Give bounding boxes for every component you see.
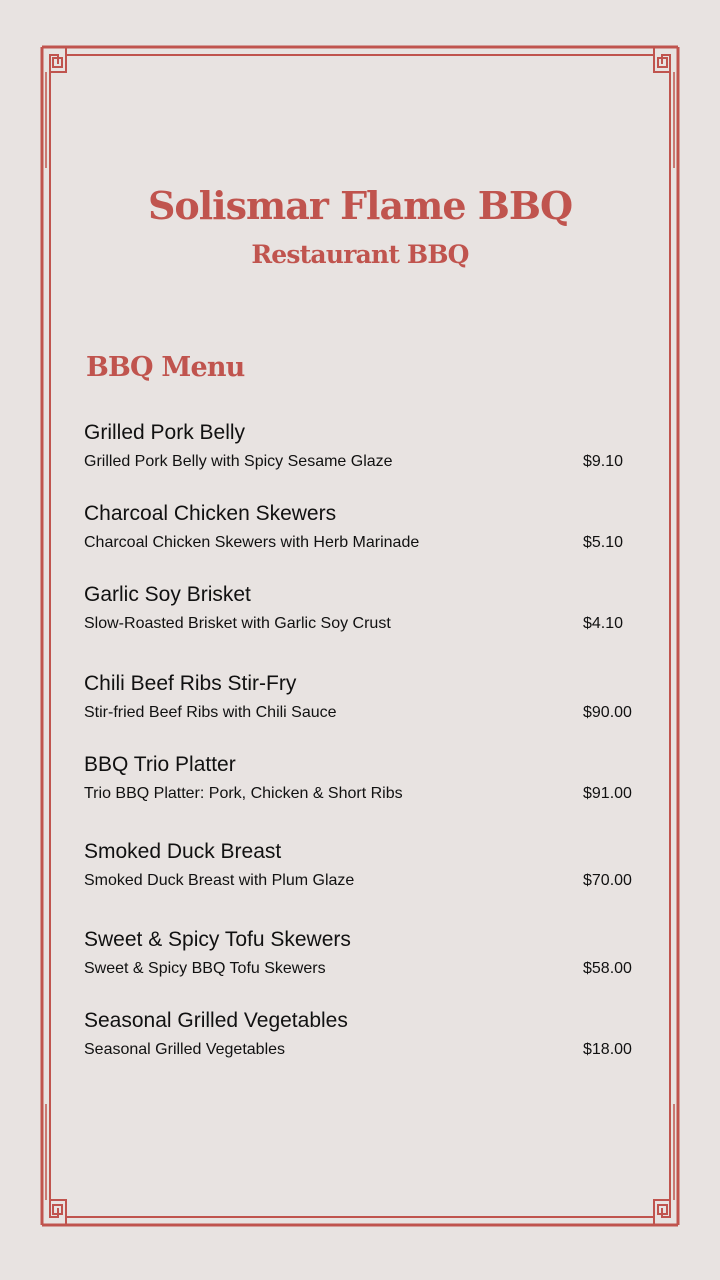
menu-item-description: Smoked Duck Breast with Plum Glaze bbox=[84, 872, 355, 889]
restaurant-subtitle: Restaurant BBQ bbox=[251, 240, 469, 269]
menu-item-price: $18.00 bbox=[583, 1041, 632, 1058]
menu-item-price: $58.00 bbox=[583, 960, 632, 977]
menu-item-name: Sweet & Spicy Tofu Skewers bbox=[84, 928, 351, 951]
menu-item-name: Chili Beef Ribs Stir-Fry bbox=[84, 672, 297, 695]
menu-item bbox=[84, 752, 644, 812]
menu-item bbox=[84, 501, 644, 561]
menu-item bbox=[84, 671, 644, 731]
menu-item-name: Charcoal Chicken Skewers bbox=[84, 502, 337, 525]
menu-item-description: Trio BBQ Platter: Pork, Chicken & Short Ribs bbox=[84, 785, 403, 802]
menu-item-price: $90.00 bbox=[583, 704, 632, 721]
restaurant-title: Solismar Flame BBQ bbox=[147, 183, 573, 228]
menu-item-price: $5.10 bbox=[583, 534, 624, 551]
menu-item-name: Smoked Duck Breast bbox=[84, 840, 282, 863]
menu-item-price: $9.10 bbox=[583, 453, 624, 470]
menu-item-price: $4.10 bbox=[583, 615, 624, 632]
menu-item-name: Grilled Pork Belly bbox=[84, 421, 246, 444]
menu-item bbox=[84, 582, 644, 642]
menu-item-description: Grilled Pork Belly with Spicy Sesame Glaze bbox=[84, 453, 393, 470]
menu-item-name: BBQ Trio Platter bbox=[84, 753, 236, 776]
menu-item bbox=[84, 1008, 644, 1068]
menu-item-description: Sweet & Spicy BBQ Tofu Skewers bbox=[84, 960, 326, 977]
menu-item bbox=[84, 420, 644, 480]
menu-item-description: Charcoal Chicken Skewers with Herb Marinade bbox=[84, 534, 420, 551]
menu-item-name: Seasonal Grilled Vegetables bbox=[84, 1009, 348, 1032]
menu-section-heading: BBQ Menu bbox=[86, 352, 245, 383]
menu-item-description: Slow-Roasted Brisket with Garlic Soy Crust bbox=[84, 615, 391, 632]
menu-item-price: $91.00 bbox=[583, 785, 632, 802]
menu-item-name: Garlic Soy Brisket bbox=[84, 583, 251, 606]
menu-item-price: $70.00 bbox=[583, 872, 632, 889]
menu-item bbox=[84, 839, 644, 899]
menu-item-description: Stir-fried Beef Ribs with Chili Sauce bbox=[84, 704, 337, 721]
menu-item-description: Seasonal Grilled Vegetables bbox=[84, 1041, 286, 1058]
menu-item bbox=[84, 927, 644, 987]
